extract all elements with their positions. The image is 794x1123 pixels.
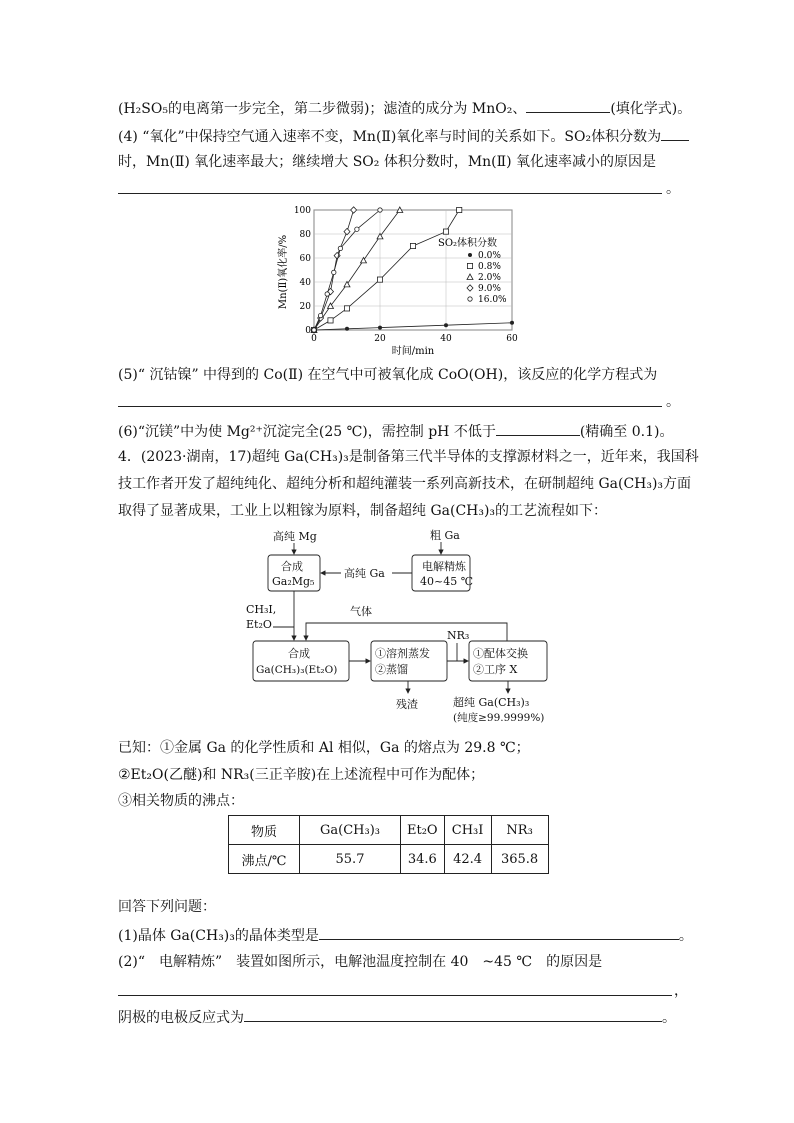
data-point bbox=[355, 227, 359, 231]
data-point bbox=[378, 326, 382, 330]
x-tick-label: 60 bbox=[506, 334, 518, 344]
answer-line[interactable] bbox=[118, 994, 672, 996]
data-point bbox=[344, 306, 349, 311]
legend-entry: 0.0% bbox=[478, 251, 501, 261]
data-point bbox=[377, 277, 382, 282]
y-tick-label: 60 bbox=[299, 254, 311, 264]
x-tick-label: 20 bbox=[374, 334, 386, 344]
y-tick-label: 0 bbox=[305, 326, 311, 336]
table-cell: 34.6 bbox=[401, 845, 445, 874]
y-tick-label: 100 bbox=[293, 206, 311, 216]
x-tick-label: 40 bbox=[440, 334, 452, 344]
x-axis-label: 时间/min bbox=[391, 346, 435, 357]
data-point bbox=[467, 263, 472, 268]
question-4-line2: 时，Mn(Ⅱ) 氧化速率最大；继续增大 SO₂ 体积分数时，Mn(Ⅱ) 氧化速率减小的原因是 bbox=[118, 154, 657, 170]
data-point bbox=[351, 207, 357, 213]
label-exchange-1: ①配体交换 bbox=[473, 647, 528, 660]
table-cell: 42.4 bbox=[444, 845, 491, 874]
problem-4-line2: 技工作者开发了超纯纯化、超纯分析和超纯灌装一系列高新技术，在研制超纯 Ga(CH₃)₃方面 bbox=[118, 476, 692, 492]
data-point bbox=[467, 274, 473, 280]
legend-title: SO₂体积分数 bbox=[438, 238, 498, 249]
process-flowchart bbox=[240, 527, 570, 727]
data-point bbox=[443, 229, 448, 234]
label-product-1: 超纯 Ga(CH₃)₃ bbox=[453, 696, 530, 709]
answer-heading: 回答下列问题： bbox=[118, 899, 216, 915]
legend-entry: 9.0% bbox=[478, 284, 501, 294]
data-point bbox=[444, 323, 448, 327]
table-cell: Et₂O bbox=[401, 816, 445, 845]
boiling-point-table bbox=[228, 815, 549, 874]
label-ch3i: CH₃I, bbox=[246, 603, 277, 616]
label-high-ga: 高纯 Ga bbox=[344, 567, 385, 580]
table-cell: CH₃I bbox=[444, 816, 491, 845]
table-cell: Ga(CH₃)₃ bbox=[300, 816, 401, 845]
data-point bbox=[345, 327, 349, 331]
series-line bbox=[314, 323, 512, 330]
data-point bbox=[468, 253, 472, 257]
question-2-cathode: 阴极的电极反应式为 。 bbox=[118, 1007, 676, 1027]
y-tick-label: 80 bbox=[299, 230, 311, 240]
known-3: ③相关物质的沸点： bbox=[118, 793, 244, 809]
table-cell: NR₃ bbox=[491, 816, 548, 845]
problem-4-line3: 取得了显著成果，工业上以粗镓为原料，制备超纯 Ga(CH₃)₃的工艺流程如下： bbox=[118, 503, 608, 519]
table-row bbox=[229, 845, 549, 874]
question-6: (6)“沉镁”中为使 Mg²⁺沉淀完全(25 ℃)，需控制 pH 不低于 (精确至 0.1)。 bbox=[118, 421, 673, 441]
legend-entry: 16.0% bbox=[478, 295, 507, 305]
data-point bbox=[510, 321, 514, 325]
line-h2so5: (H₂SO₅的电离第一步完全，第二步微弱)；滤渣的成分为 MnO₂、 (填化学式)。 bbox=[118, 98, 691, 118]
x-tick-label: 0 bbox=[311, 334, 317, 344]
answer-line[interactable] bbox=[118, 405, 662, 407]
data-point bbox=[325, 292, 329, 296]
question-1: (1)晶体 Ga(CH₃)₃的晶体类型是 。 bbox=[118, 925, 693, 945]
table-cell: 55.7 bbox=[300, 845, 401, 874]
label-gas: 气体 bbox=[350, 605, 372, 618]
label-crude-ga: 粗 Ga bbox=[430, 529, 460, 542]
question-2: (2)“ 电解精炼” 装置如图所示，电解池温度控制在 40 ~45 ℃ 的原因是 bbox=[118, 954, 603, 970]
y-axis-label: Mn(Ⅱ)氧化率/% bbox=[278, 234, 289, 310]
legend-entry: 0.8% bbox=[478, 262, 501, 272]
label-high-mg: 高纯 Mg bbox=[273, 530, 317, 543]
period: 。 bbox=[666, 394, 680, 410]
known-2: ②Et₂O(乙醚)和 NR₃(三正辛胺)在上述流程中可作为配体； bbox=[118, 767, 485, 783]
label-refine-1: 电解精炼 bbox=[422, 560, 466, 573]
y-tick-label: 40 bbox=[299, 278, 311, 288]
known-1: 已知：①金属 Ga 的化学性质和 Al 相似，Ga 的熔点为 29.8 ℃； bbox=[118, 740, 530, 756]
answer-blank[interactable] bbox=[526, 98, 610, 113]
legend bbox=[467, 251, 507, 305]
question-5: (5)“ 沉钴镍” 中得到的 Co(Ⅱ) 在空气中可被氧化成 CoO(OH)，该反应的化学方程式为 bbox=[118, 367, 658, 383]
problem-4-line1: 4．(2023·湖南，17)超纯 Ga(CH₃)₃是制备第三代半导体的支撑源材料之一，近年来，我国科 bbox=[118, 449, 699, 465]
label-nr3: NR₃ bbox=[447, 629, 470, 642]
label-evap-2: ②蒸馏 bbox=[375, 663, 408, 676]
label-residue: 残渣 bbox=[396, 698, 418, 711]
comma: ， bbox=[674, 983, 688, 999]
label-product-2: (纯度≥99.9999%) bbox=[453, 712, 545, 724]
label-exchange-2: ②工序 X bbox=[473, 663, 518, 676]
label-syn1-2: Ga₂Mg₅ bbox=[272, 575, 315, 588]
label-evap-1: ①溶剂蒸发 bbox=[375, 647, 430, 660]
data-point bbox=[457, 207, 462, 212]
data-point bbox=[318, 313, 322, 317]
data-point bbox=[378, 208, 382, 212]
data-point bbox=[312, 328, 316, 332]
arrow-gas-recycle bbox=[306, 623, 507, 641]
data-point bbox=[338, 246, 342, 250]
table-row bbox=[229, 816, 549, 845]
data-point bbox=[467, 285, 473, 291]
label-syn1-1: 合成 bbox=[281, 560, 303, 573]
y-tick-label: 20 bbox=[299, 302, 311, 312]
data-point bbox=[468, 297, 472, 301]
data-point bbox=[410, 243, 415, 248]
period: 。 bbox=[666, 181, 680, 197]
label-syn2-1: 合成 bbox=[288, 647, 310, 660]
table-cell: 物质 bbox=[229, 816, 300, 845]
table-cell: 沸点/℃ bbox=[229, 845, 300, 874]
label-refine-2: 40~45 ℃ bbox=[420, 575, 474, 588]
table-cell: 365.8 bbox=[491, 845, 548, 874]
oxidation-rate-chart bbox=[270, 200, 530, 360]
answer-blank[interactable] bbox=[319, 925, 679, 940]
answer-blank[interactable] bbox=[244, 1007, 662, 1022]
answer-blank[interactable] bbox=[496, 421, 580, 436]
data-point bbox=[328, 318, 333, 323]
question-4-line1: (4) “氧化”中保持空气通入速率不变，Mn(Ⅱ)氧化率与时间的关系如下。SO₂体积分数为 bbox=[118, 126, 689, 146]
label-syn2-2: Ga(CH₃)₃(Et₂O) bbox=[256, 664, 338, 676]
data-point bbox=[332, 270, 336, 274]
answer-blank[interactable] bbox=[661, 126, 689, 141]
answer-line[interactable] bbox=[118, 192, 662, 194]
legend-entry: 2.0% bbox=[478, 273, 501, 283]
label-et2o: Et₂O bbox=[246, 618, 272, 631]
